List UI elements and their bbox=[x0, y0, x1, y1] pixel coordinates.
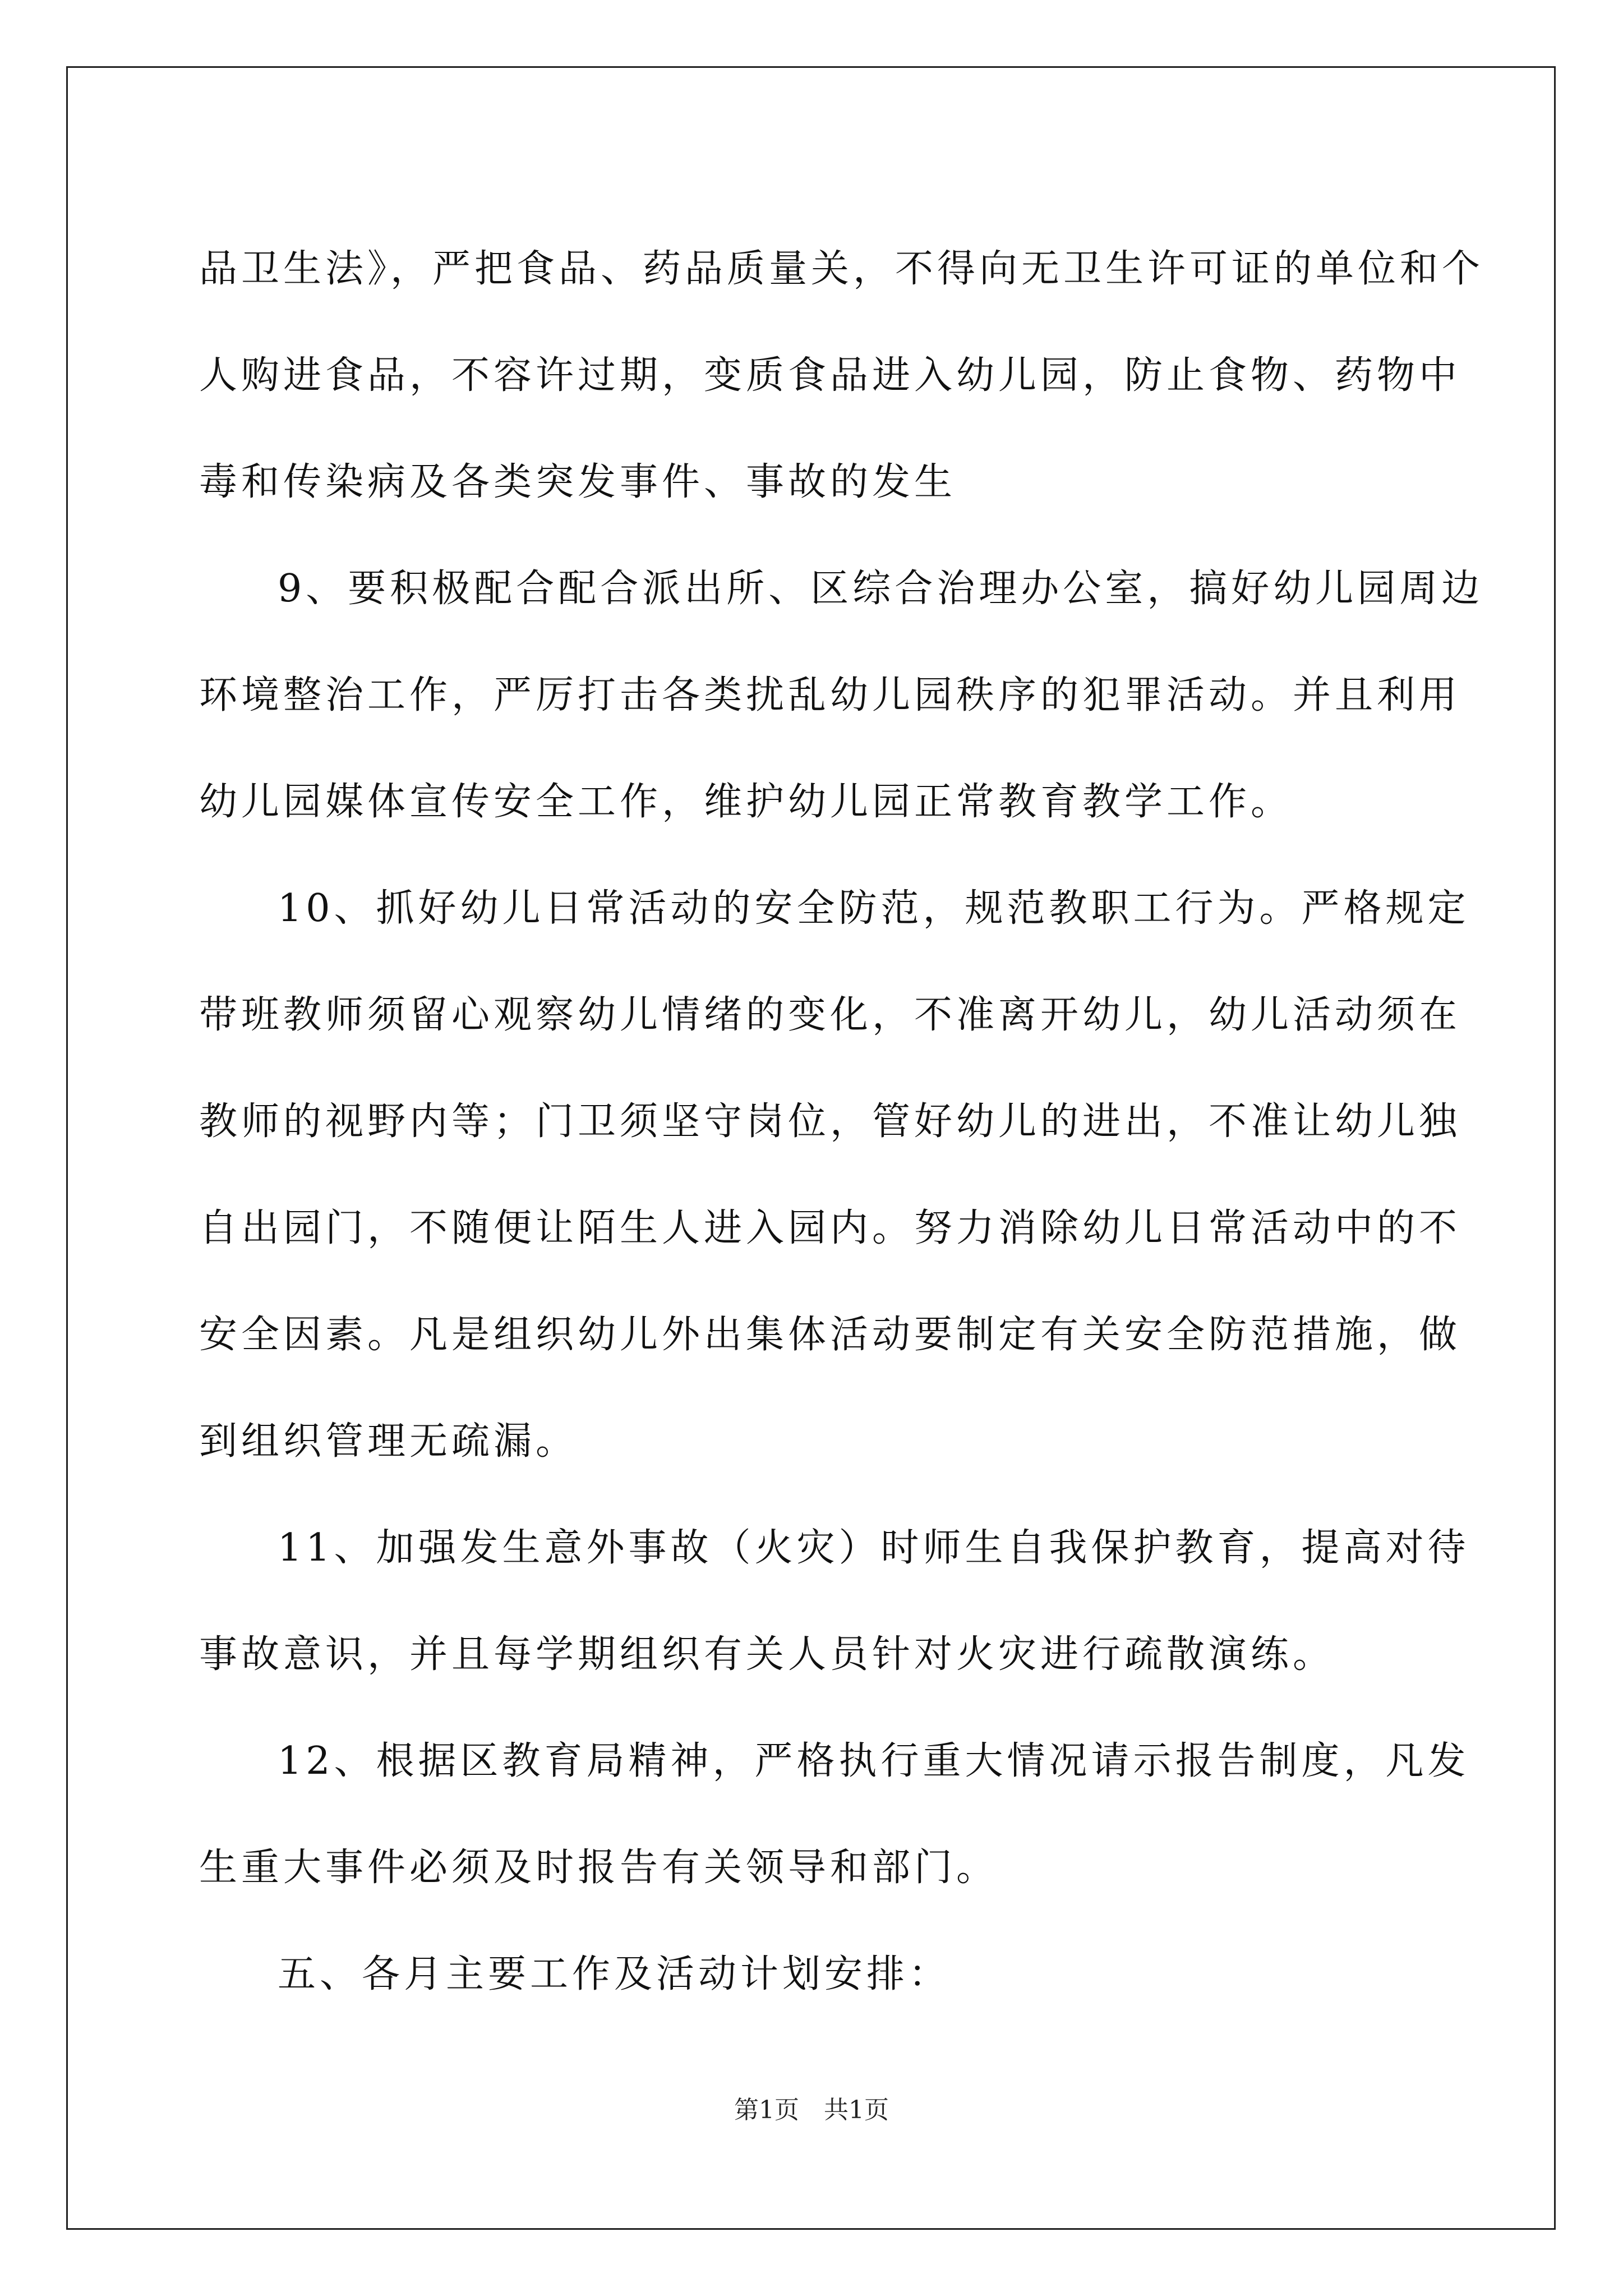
page-number: 第1页 bbox=[734, 2096, 799, 2124]
paragraph-start-line: 10、抓好幼儿日常活动的安全防范，规范教职工行为。严格规定 bbox=[278, 886, 1470, 931]
text-line: 事故意识，并且每学期组织有关人员针对火灾进行疏散演练。 bbox=[199, 1632, 1335, 1677]
document-body bbox=[199, 216, 1484, 2028]
text-line: 带班教师须留心观察幼儿情绪的变化，不准离开幼儿，幼儿活动须在 bbox=[199, 993, 1461, 1037]
text-line: 生重大事件必须及时报告有关领导和部门。 bbox=[199, 1846, 999, 1890]
page-total: 共1页 bbox=[824, 2096, 889, 2124]
text-line: 品卫生法》，严把食品、药品质量关，不得向无卫生许可证的单位和个 bbox=[199, 247, 1484, 291]
text-line: 自出园门，不随便让陌生人进入园内。努力消除幼儿日常活动中的不 bbox=[199, 1206, 1461, 1250]
text-line: 环境整治工作，严厉打击各类扰乱幼儿园秩序的犯罪活动。并且利用 bbox=[199, 673, 1461, 717]
paragraph-start-line: 12、根据区教育局精神，严格执行重大情况请示报告制度，凡发 bbox=[278, 1739, 1470, 1783]
text-line: 幼儿园媒体宣传安全工作，维护幼儿园正常教育教学工作。 bbox=[199, 780, 1293, 824]
paragraph-start-line: 9、要积极配合配合派出所、区综合治理办公室，搞好幼儿园周边 bbox=[278, 567, 1484, 611]
text-line: 人购进食品，不容许过期，变质食品进入幼儿园，防止食物、药物中 bbox=[199, 353, 1461, 398]
text-line: 教师的视野内等；门卫须坚守岗位，管好幼儿的进出，不准让幼儿独 bbox=[199, 1099, 1461, 1144]
paragraph-start-line: 11、加强发生意外事故（火灾）时师生自我保护教育，提高对待 bbox=[278, 1526, 1470, 1570]
page-footer bbox=[0, 2093, 1623, 2127]
text-line: 安全因素。凡是组织幼儿外出集体活动要制定有关安全防范措施，做 bbox=[199, 1313, 1461, 1357]
text-line: 毒和传染病及各类突发事件、事故的发生 bbox=[199, 460, 957, 504]
text-line: 到组织管理无疏漏。 bbox=[199, 1419, 578, 1464]
section-heading-line: 五、各月主要工作及活动计划安排： bbox=[278, 1952, 951, 1996]
